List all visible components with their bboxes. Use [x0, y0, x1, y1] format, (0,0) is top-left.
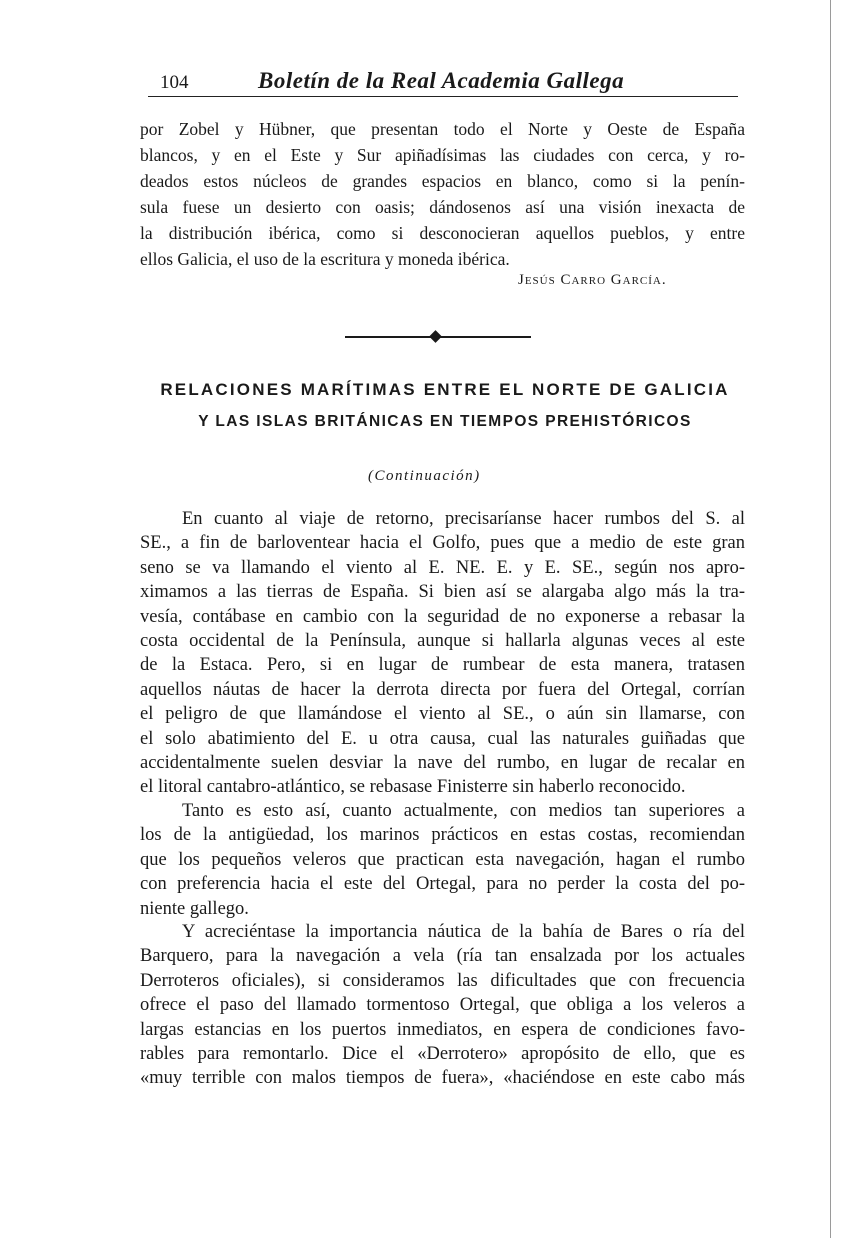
- text-line: el solo abatimiento del E. u otra causa, cual las naturales guiñadas que: [140, 728, 745, 749]
- text-line: rables para remontarlo. Dice el «Derrotero» apropósito de ello, que es: [140, 1044, 745, 1065]
- text-line: blancos, y en el Este y Sur apiñadísimas las ciudades con cerca, y ro-: [140, 145, 745, 165]
- text-line: largas estancias en los puertos inmediatos, en espera de condiciones favo-: [140, 1019, 745, 1040]
- article-title-line-2: Y LAS ISLAS BRITÁNICAS EN TIEMPOS PREHISTÓRICOS: [198, 413, 692, 430]
- intro-paragraph: [140, 116, 745, 272]
- body-paragraph-3: [140, 920, 745, 1091]
- page-edge-rule: [830, 0, 831, 1238]
- text-line: accidentalmente suelen desviar la nave del rumbo, en lugar de recalar en: [140, 753, 745, 774]
- text-line: deados estos núcleos de grandes espacios en blanco, como si la penín-: [140, 171, 745, 191]
- continuation-label: (Continuación): [368, 468, 481, 484]
- text-line: que los pequeños veleros que practican esta navegación, hagan el rumbo: [140, 849, 745, 870]
- text-line: ximamos a las tierras de España. Si bien así se alargaba algo más la tra-: [140, 582, 745, 603]
- text-line: En cuanto al viaje de retorno, precisaríanse hacer rumbos del S. al: [182, 509, 745, 529]
- diamond-icon: [429, 330, 442, 343]
- text-line: el peligro de que llamándose el viento al SE., o aún sin llamarse, con: [140, 704, 745, 725]
- text-line: los de la antigüedad, los marinos prácticos en estas costas, recomiendan: [140, 825, 745, 846]
- text-line: Y acreciéntase la importancia náutica de la bahía de Bares o ría del: [182, 922, 745, 942]
- text-line: SE., a fin de barloventear hacia el Golfo, pues que a medio de este gran: [140, 533, 745, 554]
- text-line: ellos Galicia, el uso de la escritura y moneda ibérica.: [140, 249, 510, 269]
- text-line: costa occidental de la Península, aunque si hallarla algunas veces al este: [140, 631, 745, 652]
- text-line: aquellos náutas de hacer la derrota directa por fuera del Ortegal, corrían: [140, 679, 745, 700]
- running-header: [148, 66, 738, 97]
- text-line: vesía, contábase en cambio con la seguridad de no exponerse a rebasar la: [140, 606, 745, 627]
- text-line: con preferencia hacia el este del Ortegal, para no perder la costa del po-: [140, 874, 745, 895]
- text-line: «muy terrible con malos tiempos de fuera», «haciéndose en este cabo más: [140, 1068, 745, 1089]
- text-line: por Zobel y Hübner, que presentan todo el Norte y Oeste de España: [140, 119, 745, 139]
- article-title-line-1: RELACIONES MARÍTIMAS ENTRE EL NORTE DE GALICIA: [160, 380, 730, 399]
- text-line: seno se va llamando el viento al E. NE. E. y E. SE., según nos apro-: [140, 557, 745, 578]
- text-line: Barquero, para la navegación a vela (ría tan ensalzada por los actuales: [140, 946, 745, 967]
- author-signature: Jesús Carro García.: [518, 272, 667, 288]
- text-line: Tanto es esto así, cuanto actualmente, con medios tan superiores a: [182, 801, 745, 821]
- section-divider-ornament: [345, 330, 531, 344]
- body-paragraph-2: [140, 799, 745, 921]
- text-line: de la Estaca. Pero, si en lugar de rumbear de esta manera, tratasen: [140, 655, 745, 676]
- text-line: el litoral cantabro-atlántico, se rebasase Finisterre sin haberlo reconocido.: [140, 777, 686, 798]
- text-line: niente gallego.: [140, 898, 249, 919]
- body-paragraph-1: [140, 507, 745, 800]
- running-title: Boletín de la Real Academia Gallega: [258, 68, 625, 93]
- text-line: Derroteros oficiales), si consideramos las dificultades que con frecuencia: [140, 970, 745, 991]
- page-number: 104: [160, 72, 189, 93]
- text-line: la distribución ibérica, como si desconocieran aquellos pueblos, y entre: [140, 223, 745, 243]
- text-line: ofrece el paso del llamado tormentoso Ortegal, que obliga a los veleros a: [140, 995, 745, 1016]
- text-line: sula fuese un desierto con oasis; dándosenos así una visión inexacta de: [140, 197, 745, 217]
